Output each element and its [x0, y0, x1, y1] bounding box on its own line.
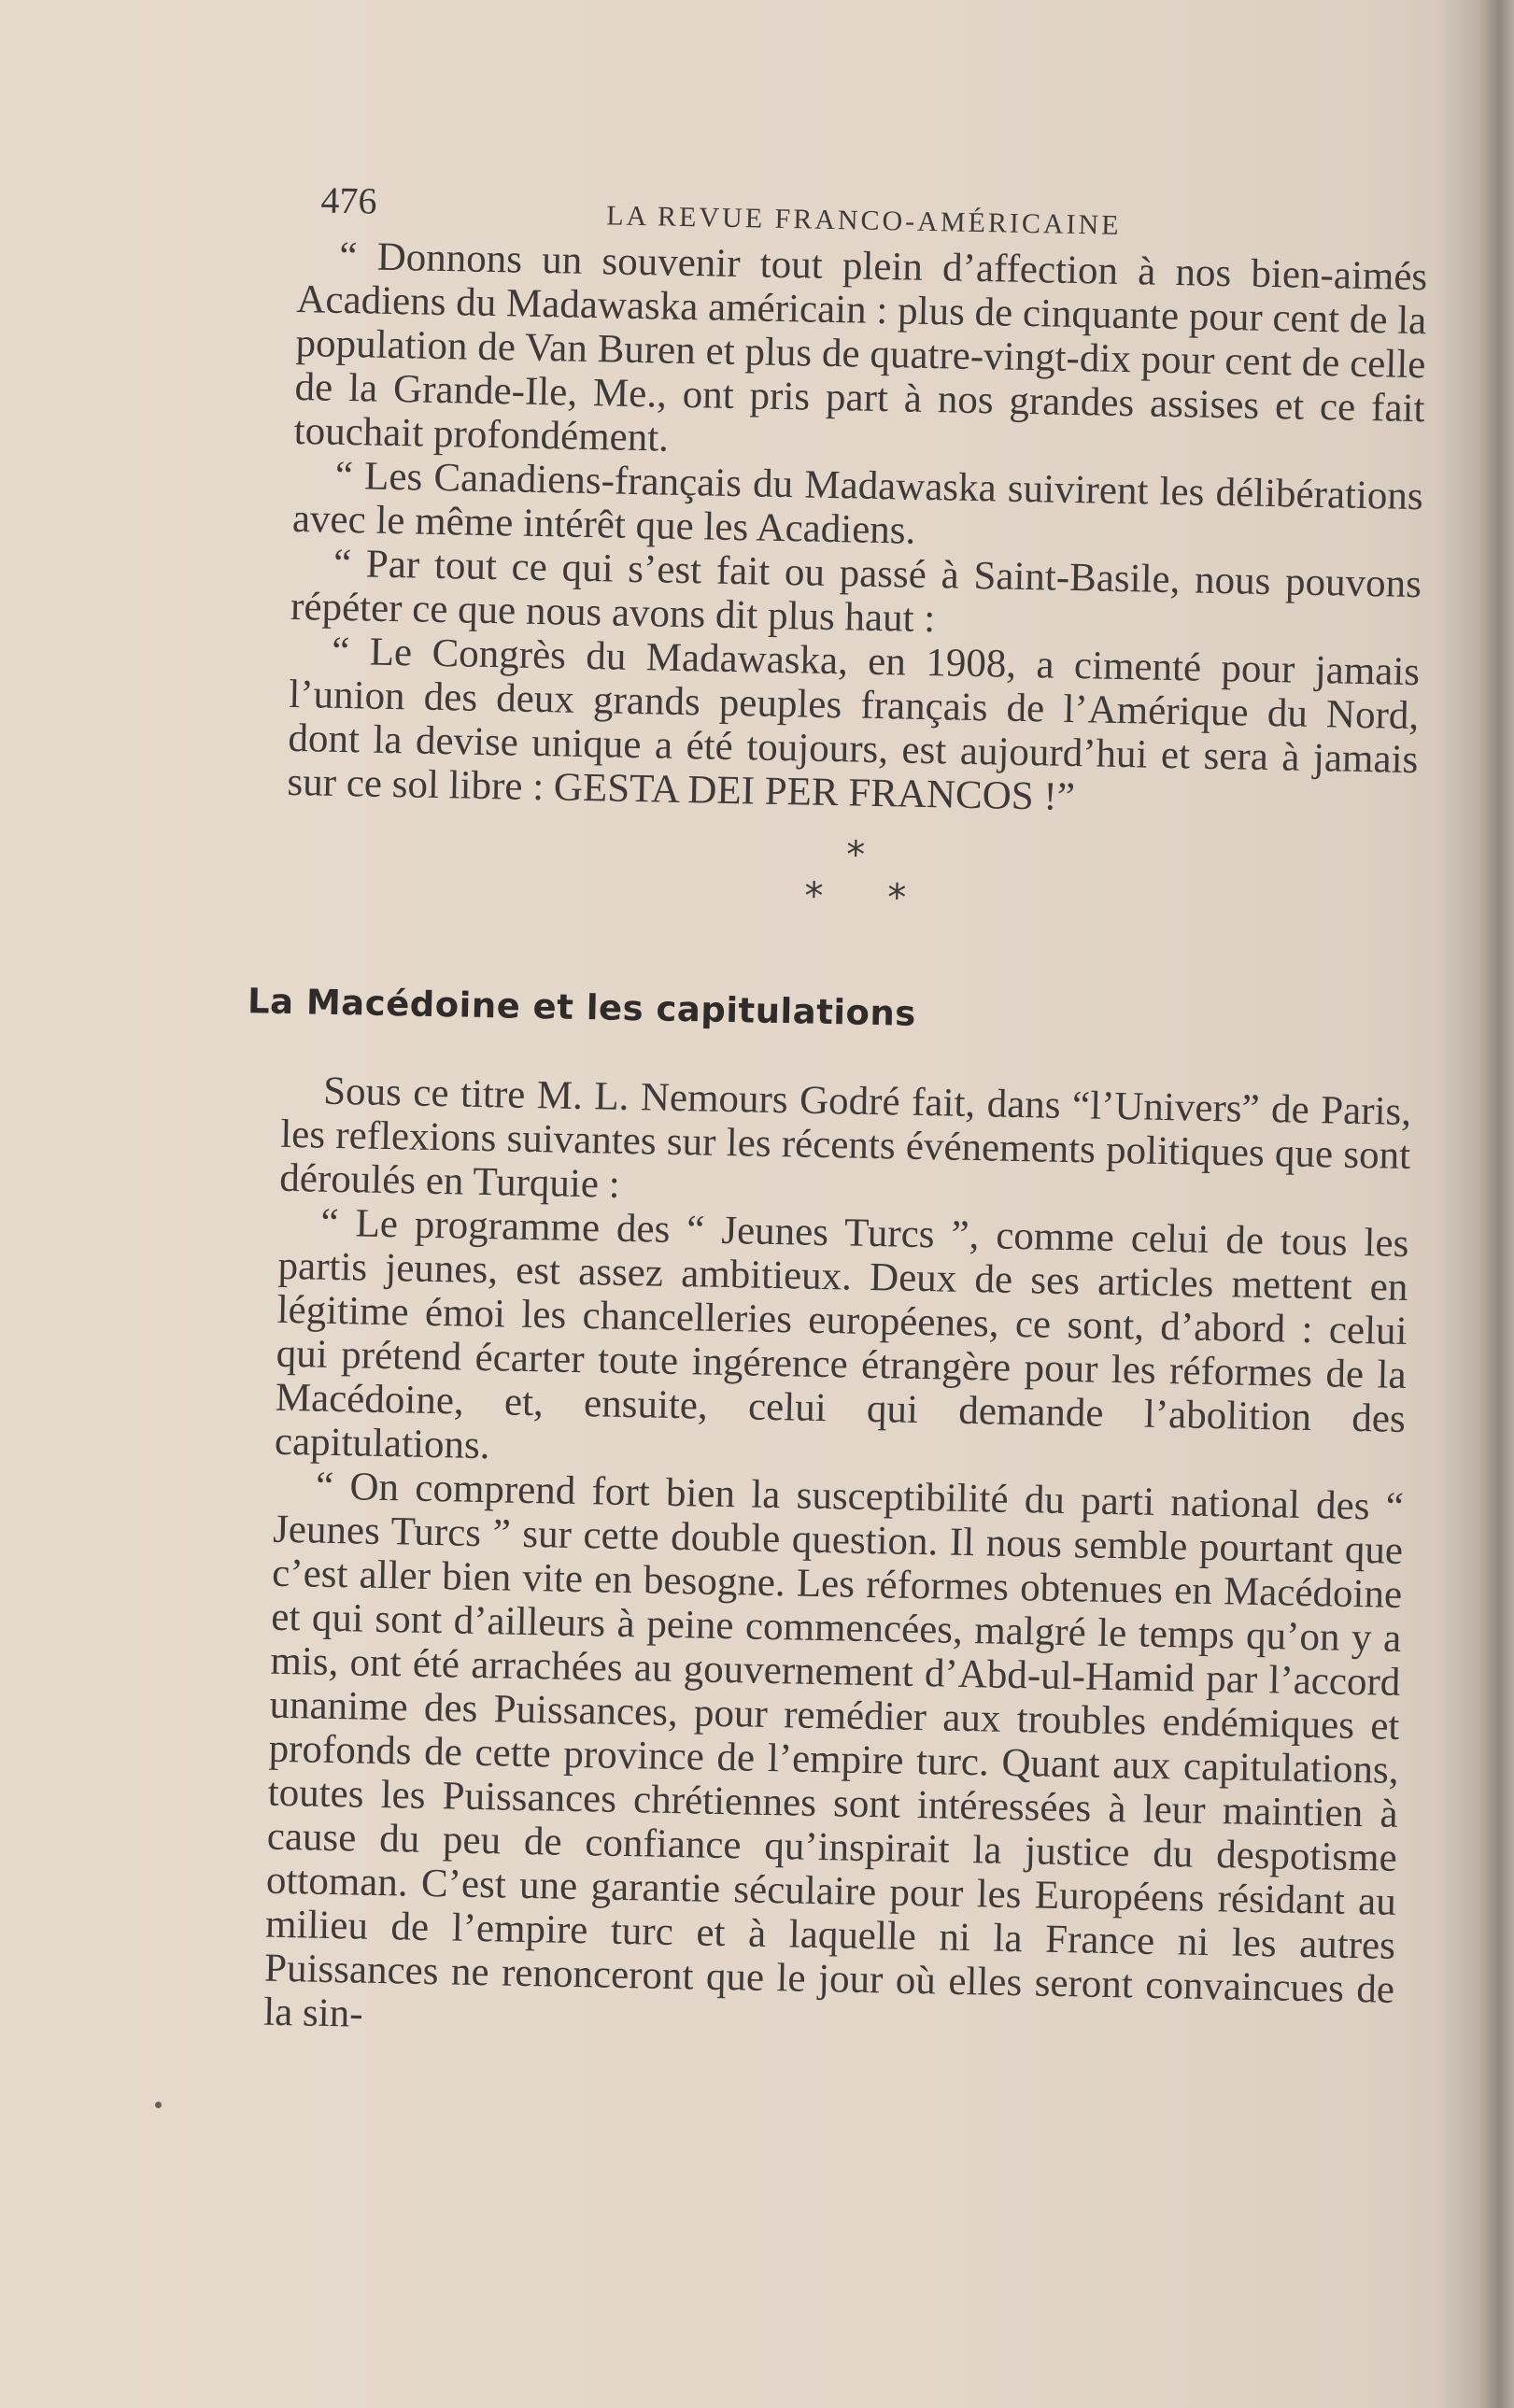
asterism-star: * [845, 833, 866, 877]
quote-paragraph: “ Les Canadiens-français du Madawaska suivirent les délibérations avec le même intérêt que les Acadiens. [291, 453, 1424, 553]
article-body [263, 1069, 1412, 2056]
speck [155, 2102, 162, 2108]
page-number: 476 [320, 178, 377, 222]
asterism-star: * [886, 876, 907, 920]
quote-section [287, 234, 1428, 826]
book-spine-shadow [1439, 0, 1514, 2408]
journal-title: LA REVUE FRANCO-AMÉRICAINE [605, 200, 1122, 241]
asterism-divider [284, 823, 1416, 966]
quote-paragraph: “ Donnons un souvenir tout plein d’affection à nos bien-aimés Acadiens du Madawaska américain : plus de cinquante pour cent de la population de Van Buren et plus de quatre-vingt-dix pour cent de celle de la Grande-Ile, Me., ont pris part à nos grandes assises et ce fait touchait profondément. [293, 234, 1428, 460]
article-paragraph: “ On comprend fort bien la susceptibilité du parti national des “ Jeunes Turcs ” sur cette double question. Il nous semble pourtant que c’est aller bien vite en besogne. Les réformes obtenues en Macédoine et qui sont d’ailleurs à peine commencées, malgré le temps qu’on y a mis, ont été arrachées au gouvernement d’Abd-ul-Hamid par l’accord unanime des Puissances, pour remédier aux troubles endémiques et profonds de cette province de l’empire turc. Quant aux capitulations, toutes les Puissances chrétiennes sont intéressées à leur maintien à cause du peu de confiance qu’inspirait la justice du despotisme ottoman. C’est une garantie séculaire pour les Européens résidant au milieu de l’empire turc et à laquelle ni la France ni les autres Puissances ne renonceront que le jour où elles seront convaincues de la sin- [262, 1464, 1405, 2036]
article-paragraph: Sous ce titre M. L. Nemours Godré fait, dans “l’Univers” de Paris, les reflexions suivantes sur les récents événements politiques que sont déroulés en Turquie : [278, 1069, 1412, 1207]
quote-paragraph: “ Par tout ce qui s’est fait ou passé à Saint-Basile, nous pouvons répéter ce que nous avons dit plus haut : [290, 541, 1422, 642]
article-paragraph: “ Le programme des “ Jeunes Turcs ”, comme celui de tous les partis jeunes, est assez ambitieux. Deux de ses articles mettent en légitime émoi les chancelleries européenes, ce sont, d’abord : celui qui prétend écarter toute ingérence étrangère pour les réformes de la Macédoine, et, ensuite, celui qui demande l’abolition des capitulations. [274, 1200, 1409, 1468]
article-heading: La Macédoine et les capitulations [247, 981, 917, 1034]
quote-paragraph: “ Le Congrès du Madawaska, en 1908, a cimenté pour jamais l’union des deux grands peuples français de l’Amérique du Nord, dont la devise unique a été toujours, est aujourd’hui et sera à jamais sur ce sol libre : GESTA DEI PER FRANCOS !” [287, 629, 1421, 820]
page-content [247, 177, 1429, 2056]
asterism-star: * [803, 874, 824, 918]
